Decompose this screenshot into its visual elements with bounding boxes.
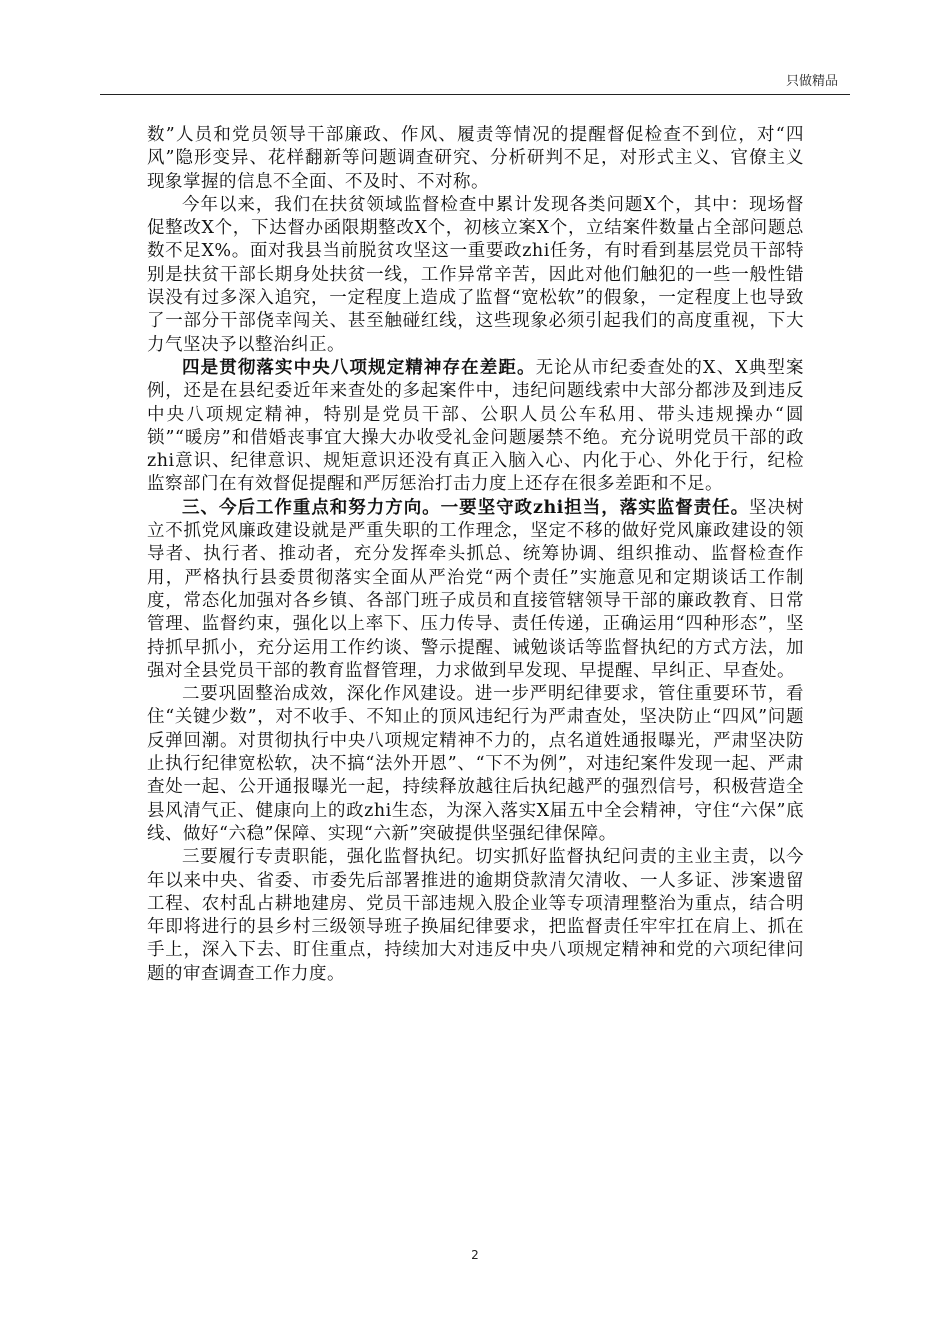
paragraph-text: 三要履行专责职能，强化监督执纪。切实抓好监督执纪问责的主业主责，以今年以来中央、省委、市委先后部署推进的逾期贷款清欠清收、一人多证、涉案遗留工程、农村乱占耕地建房、党员干部违规入股企业等专项清理整治为重点，结合明年即将进行的县乡村三级领导班子换届纪律要求，把监督责任牢牢扛在肩上、抓在手上，深入下去、盯住重点，持续加大对违反中央八项规定精神和党的六项纪律问题的审查调查工作力度。 [147, 847, 804, 984]
paragraph [147, 357, 804, 497]
paragraph-bold: 四是贯彻落实中央八项规定精神存在差距。 [182, 357, 536, 378]
paragraph-text: 无论从市纪委查处的X、X典型案例，还是在县纪委近年来查处的多起案件中，违纪问题线索中大部分都涉及到违反中央八项规定精神，特别是党员干部、公职人员公车私用、带头违规操办“圆锁”“暖房”和借婚丧事宜大操大办收受礼金问题屡禁不绝。充分说明党员干部的政zhi意识、纪律意识、规矩意识还没有真正入脑入心、内化于心、外化于行，纪检监察部门在有效督促提醒和严厉惩治打击力度上还存在很多差距和不足。 [147, 357, 804, 495]
paragraph-text: 二要巩固整治成效，深化作风建设。进一步严明纪律要求，管住重要环节，看住“关键少数”，对不收手、不知止的顶风违纪行为严肃查处，坚决防止“四风”问题反弹回潮。对贯彻执行中央八项规定精神不力的，点名道姓通报曝光，严肃坚决防止执行纪律宽松软，决不搞“法外开恩”、“下不为例”，对违纪案件发现一起、严肃查处一起、公开通报曝光一起，持续释放越往后执纪越严的强烈信号，积极营造全县风清气正、健康向上的政zhi生态，为深入落实X届五中全会精神，守住“六保”底线、做好“六稳”保障、实现“六新”突破提供坚强纪律保障。 [147, 684, 804, 844]
paragraph-text: 数”人员和党员领导干部廉政、作风、履责等情况的提醒督促检查不到位，对“四风”隐形变异、花样翻新等问题调查研究、分析研判不足，对形式主义、官僚主义现象掌握的信息不全面、不及时、不对称。 [147, 125, 804, 192]
paragraph [147, 683, 804, 846]
page-number: 2 [471, 1248, 479, 1262]
header-divider [100, 94, 850, 95]
paragraph-bold: 三、今后工作重点和努力方向。一要坚守政zhi担当，落实监督责任。 [182, 497, 750, 518]
paragraph-text: 坚决树立不抓党风廉政建设就是严重失职的工作理念，坚定不移的做好党风廉政建设的领导者、执行者、推动者，充分发挥牵头抓总、统筹协调、组织推动、监督检查作用，严格执行县委贯彻落实全面从严治党“两个责任”实施意见和定期谈话工作制度，常态化加强对各乡镇、各部门班子成员和直接管辖领导干部的廉政教育、日常管理、监督约束，强化以上率下、压力传导、责任传递，正确运用“四种形态”，坚持抓早抓小，充分运用工作约谈、警示提醒、诫勉谈话等监督执纪的方式方法，加强对全县党员干部的教育监督管理，力求做到早发现、早提醒、早纠正、早查处。 [147, 497, 804, 681]
paragraph [147, 846, 804, 986]
document-body [147, 124, 804, 986]
paragraph [147, 497, 804, 683]
paragraph-text: 今年以来，我们在扶贫领域监督检查中累计发现各类问题X个，其中：现场督促整改X个，下达督办函限期整改X个，初核立案X个，立结案件数量占全部问题总数不足X%。面对我县当前脱贫攻坚这一重要政zhi任务，有时看到基层党员干部特别是扶贫干部长期身处扶贫一线，工作异常辛苦，因此对他们触犯的一些一般性错误没有过多深入追究，一定程度上造成了监督“宽松软”的假象，一定程度上也导致了一部分干部侥幸闯关、甚至触碰红线，这些现象必须引起我们的高度重视，下大力气坚决予以整治纠正。 [147, 194, 804, 355]
paragraph [147, 194, 804, 357]
header-text: 只做精品 [785, 74, 838, 89]
paragraph [147, 124, 804, 194]
